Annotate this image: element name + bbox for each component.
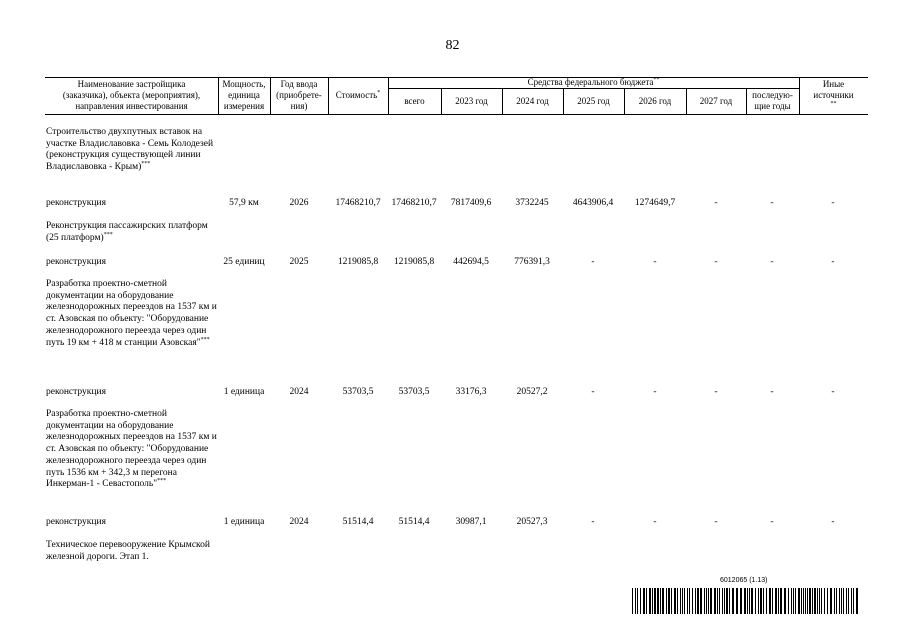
row-2027: - [714, 257, 718, 267]
row-year: 2024 [289, 387, 309, 397]
row-federal-total: 17468210,7 [391, 198, 437, 208]
row-federal-total: 53703,5 [398, 387, 430, 397]
row-2026: 1274649,7 [634, 198, 676, 208]
header-year-2024: 2024 год [516, 95, 549, 106]
header-capacity-column: Мощность, единица измерения [222, 79, 266, 111]
row-direction: реконструкция [46, 387, 106, 397]
header-federal-budget-group: Средства федерального бюджета** [527, 77, 660, 87]
header-federal-total: всего [404, 95, 425, 106]
row-direction: реконструкция [46, 198, 106, 208]
header-year-2023: 2023 год [455, 95, 488, 106]
header-subsequent-years: последую- щие годы [752, 90, 793, 111]
header-year-column: Год ввода (приобрете- ния) [276, 79, 322, 111]
row-cost: 53703,5 [342, 387, 374, 397]
row-subsequent: - [770, 198, 774, 208]
row-other-sources: - [831, 257, 835, 267]
row-federal-total: 51514,4 [398, 517, 430, 527]
header-name-column: Наименование застройщика (заказчика), объекта (мероприятия), направления инвестирования [62, 79, 201, 111]
barcode-number: 6012065 (1.13) [720, 577, 768, 584]
row-2025: - [591, 387, 595, 397]
object-name: Разработка проектно-сметной документации на оборудование железнодорожных переездов на 1537 км и ст. Азовская по объекту: "Оборудование железнодорожного переезда через один путь 1536 км + 342,3 м перегона Инкерман-1 - Севастополь"*** [46, 409, 217, 490]
object-name: Строительство двухпутных вставок на участке Владиславовка - Семь Колодезей (реконструкция существующей линии Владиславовка - Крым)*** [46, 127, 214, 173]
row-2027: - [714, 198, 718, 208]
page-number: 82 [445, 38, 460, 53]
row-cost: 1219085,8 [337, 257, 379, 267]
row-2023: 442694,5 [453, 257, 489, 267]
header-year-2025: 2025 год [577, 95, 610, 106]
row-year: 2025 [289, 257, 309, 267]
row-cost: 51514,4 [342, 517, 374, 527]
row-2026: - [653, 517, 657, 527]
row-2027: - [714, 517, 718, 527]
row-subsequent: - [770, 257, 774, 267]
header-other-sources-column: Иные источники ** [813, 79, 854, 107]
row-2023: 33176,3 [455, 387, 487, 397]
object-name: Разработка проектно-сметной документации на оборудование железнодорожных переездов на 1537 км и ст. Азовская по объекту: "Оборудование железнодорожного переезда через один путь 19 км + 418 м станции Азовская"*** [46, 279, 217, 348]
row-2024: 20527,3 [516, 517, 548, 527]
row-2023: 30987,1 [455, 517, 487, 527]
header-year-2027: 2027 год [699, 95, 733, 106]
row-2027: - [714, 387, 718, 397]
row-other-sources: - [831, 517, 835, 527]
row-year: 2024 [289, 517, 309, 527]
row-2023: 7817409,6 [450, 198, 492, 208]
row-2024: 776391,3 [514, 257, 550, 267]
object-name: Реконструкция пассажирских платформ (25 платформ)*** [46, 221, 208, 243]
row-other-sources: - [831, 198, 835, 208]
row-2024: 3732245 [515, 198, 549, 208]
row-2025: - [591, 257, 595, 267]
header-year-2026: 2026 год [638, 95, 672, 106]
row-direction: реконструкция [46, 517, 106, 527]
row-2025: - [591, 517, 595, 527]
row-2026: - [653, 257, 657, 267]
row-subsequent: - [770, 517, 774, 527]
barcode-image [632, 588, 860, 614]
row-capacity: 1 единица [223, 517, 265, 527]
row-2026: - [653, 387, 657, 397]
row-capacity: 1 единица [223, 387, 265, 397]
row-year: 2026 [289, 198, 309, 208]
row-direction: реконструкция [46, 257, 106, 267]
row-federal-total: 1219085,8 [393, 257, 435, 267]
row-2025: 4643906,4 [572, 198, 614, 208]
row-2024: 20527,2 [516, 387, 548, 397]
row-subsequent: - [770, 387, 774, 397]
row-capacity: 57,9 км [229, 198, 259, 208]
header-cost-column: Стоимость* [335, 90, 381, 100]
row-other-sources: - [831, 387, 835, 397]
row-cost: 17468210,7 [335, 198, 381, 208]
row-capacity: 25 единиц [223, 257, 265, 267]
object-name: Техническое перевооружение Крымской железной дороги. Этап 1. [46, 540, 211, 562]
